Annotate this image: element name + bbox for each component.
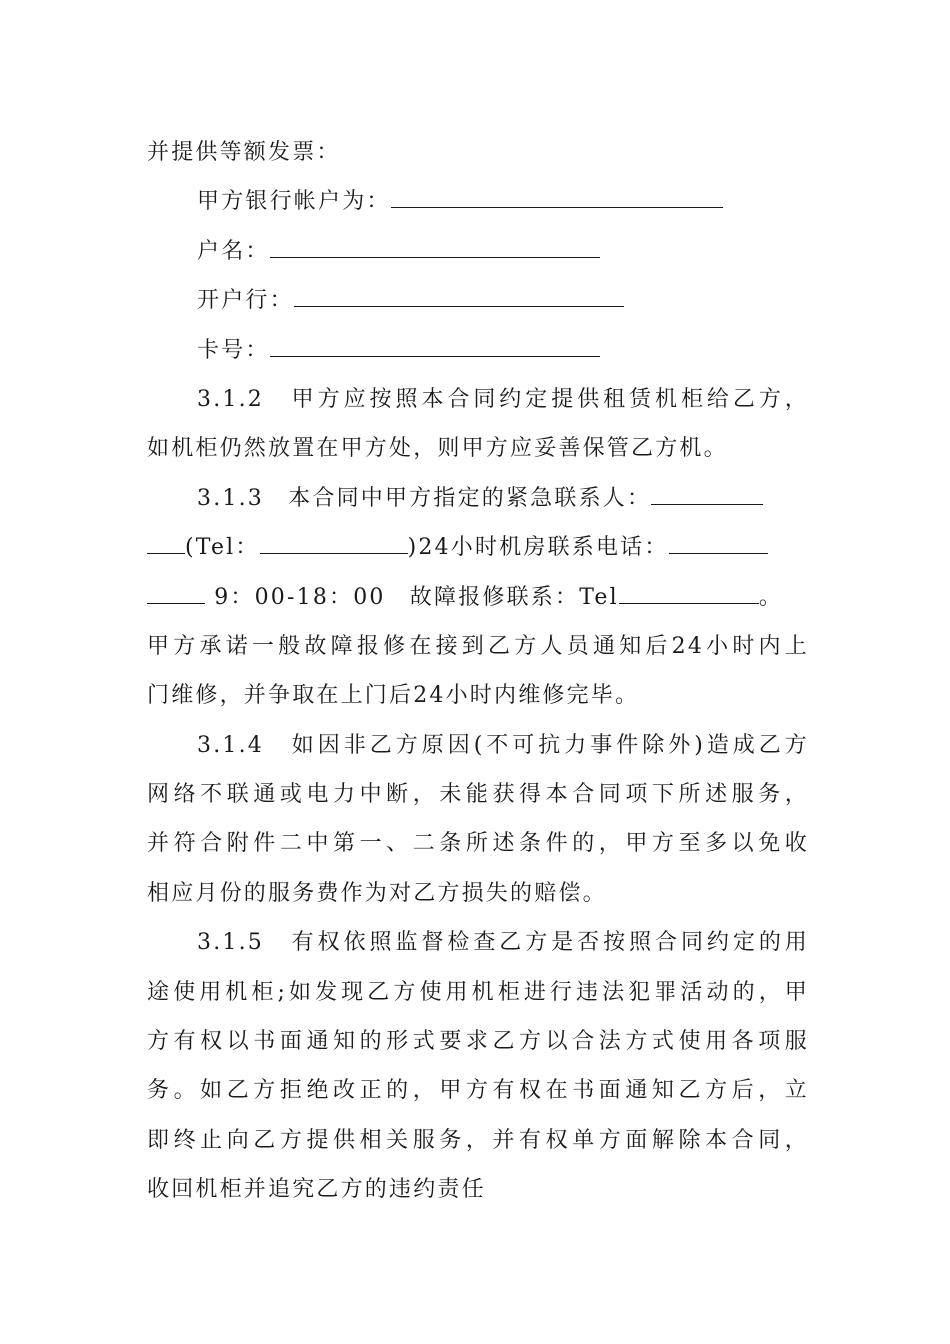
text-line (147, 819, 809, 868)
repair-promise-text-cont: 门维修，并争取在上门后24小时内维修完毕。 (147, 683, 640, 709)
clause-3-1-5-line (147, 918, 809, 967)
account-name-line (147, 227, 809, 276)
hours-line (147, 573, 809, 622)
clause-3-1-2-text: 3.1.2 甲方应按照本合同约定提供租赁机柜给乙方， (197, 386, 809, 412)
emergency-contact-blank[interactable] (651, 474, 763, 505)
machine-room-phone-blank-cont[interactable] (147, 573, 205, 604)
period-mark: 。 (758, 584, 784, 610)
account-name-label: 户名： (197, 238, 270, 264)
clause-3-1-5-text-cont: 途使用机柜;如发现乙方使用机柜进行违法犯罪活动的，甲 (147, 979, 809, 1005)
clause-3-1-4-line (147, 721, 809, 770)
tel-blank[interactable] (260, 523, 408, 554)
text-line (147, 622, 809, 671)
bank-branch-line (147, 276, 809, 325)
invoice-text: 并提供等额发票： (147, 140, 341, 165)
text-line (147, 671, 809, 720)
card-number-line (147, 326, 809, 375)
card-number-blank[interactable] (270, 326, 600, 357)
machine-room-phone-label: )24小时机房联系电话： (407, 535, 669, 561)
bank-branch-label: 开户行： (197, 288, 294, 314)
clause-3-1-5-text-cont: 即终止向乙方提供相关服务，并有权单方面解除本合同， (147, 1127, 809, 1153)
clause-3-1-5-text: 3.1.5 有权依照监督检查乙方是否按照合同约定的用 (197, 930, 809, 956)
machine-room-phone-blank[interactable] (669, 523, 768, 554)
text-line (147, 128, 809, 177)
repair-contact-label: 9：00-18：00 故障报修联系：Tel (205, 584, 619, 610)
clause-3-1-3-text: 3.1.3 本合同中甲方指定的紧急联系人： (197, 485, 652, 511)
clause-3-1-5-text-cont: 收回机柜并追究乙方的违约责任 (147, 1177, 486, 1203)
card-number-label: 卡号： (197, 337, 270, 363)
tel-line (147, 523, 809, 572)
repair-promise-text: 甲方承诺一般故障报修在接到乙方人员通知后24小时内上 (147, 633, 809, 659)
clause-3-1-4-text-cont: 相应月份的服务费作为对乙方损失的赔偿。 (147, 880, 607, 906)
text-line (147, 1017, 809, 1066)
bank-account-blank[interactable] (391, 177, 723, 208)
text-line (147, 1066, 809, 1115)
clause-3-1-4-text: 3.1.4 如因非乙方原因(不可抗力事件除外)造成乙方 (197, 732, 809, 758)
contract-page (147, 128, 809, 1215)
bank-account-label: 甲方银行帐户为： (197, 189, 391, 215)
text-line (147, 1165, 809, 1214)
clause-3-1-4-text-cont: 网络不联通或电力中断，未能获得本合同项下所述服务， (147, 782, 809, 808)
text-line (147, 1116, 809, 1165)
clause-3-1-2-text-cont: 如机柜仍然放置在甲方处，则甲方应妥善保管乙方机。 (147, 436, 728, 462)
bank-account-line (147, 177, 809, 226)
clause-3-1-5-text-cont: 方有权以书面通知的形式要求乙方以合法方式使用各项服 (147, 1029, 809, 1055)
clause-3-1-4-text-cont: 并符合附件二中第一、二条所述条件的，甲方至多以免收 (147, 831, 809, 857)
text-line (147, 770, 809, 819)
text-line (147, 869, 809, 918)
clause-3-1-2-line (147, 375, 809, 424)
clause-3-1-5-text-cont: 务。如乙方拒绝改正的，甲方有权在书面通知乙方后，立 (147, 1078, 809, 1104)
account-name-blank[interactable] (270, 227, 600, 258)
text-line (147, 424, 809, 473)
bank-branch-blank[interactable] (294, 276, 624, 307)
emergency-contact-blank-cont[interactable] (147, 523, 185, 554)
tel-label: (Tel： (185, 535, 260, 561)
clause-3-1-3-line (147, 474, 809, 523)
repair-tel-blank[interactable] (619, 573, 759, 604)
text-line (147, 968, 809, 1017)
